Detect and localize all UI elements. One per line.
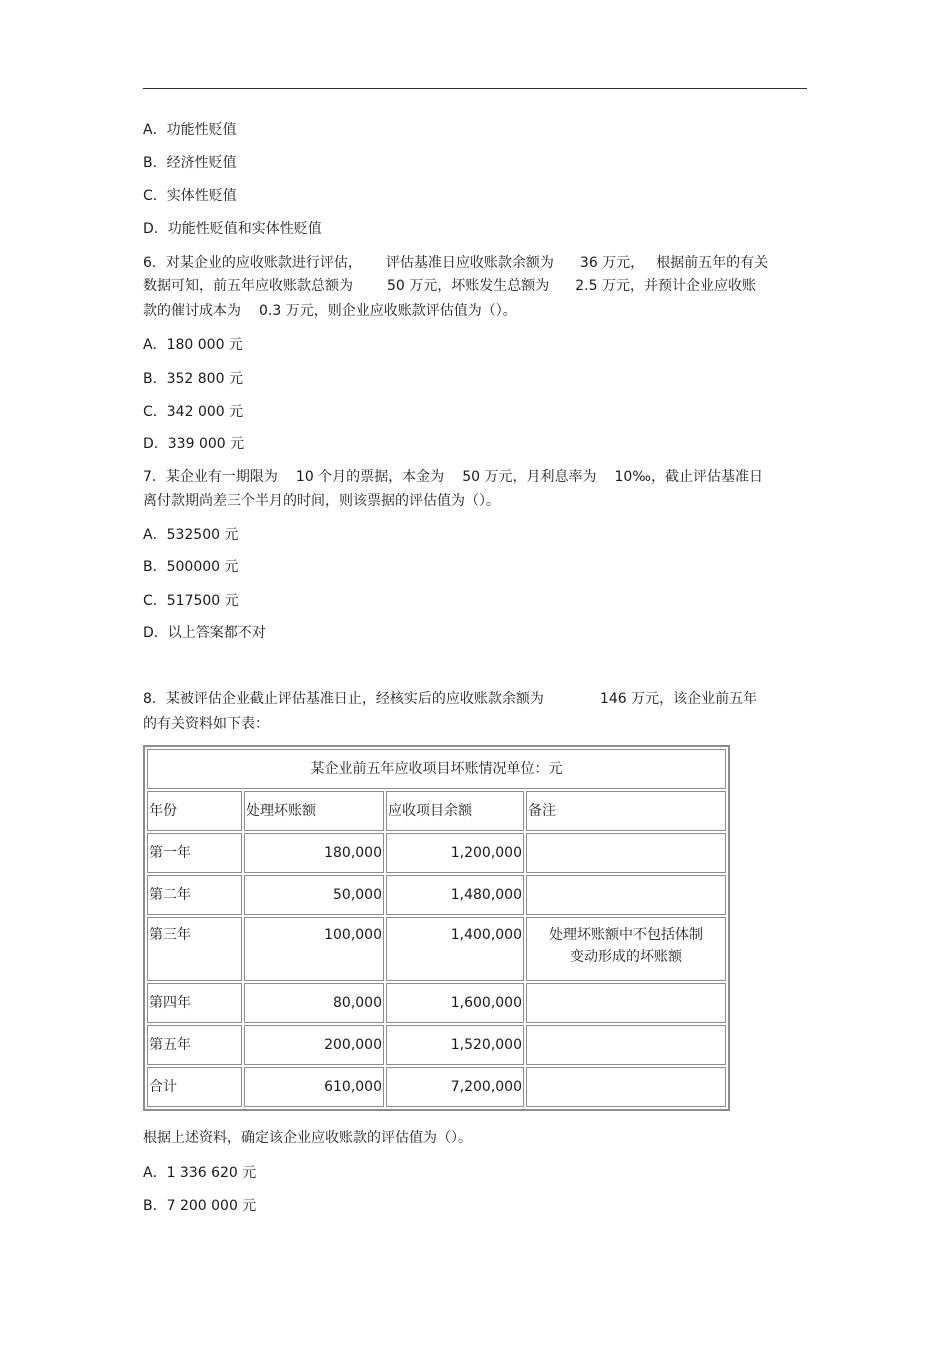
cell-note	[526, 875, 726, 915]
cell-note	[526, 1025, 726, 1065]
cell-bad-debt: 180,000	[244, 833, 384, 873]
q8-option-a: A．1 336 620 元	[143, 1165, 257, 1181]
table-row	[147, 875, 726, 915]
cell-bad-debt: 100,000	[244, 917, 384, 981]
cell-year: 第五年	[147, 1025, 242, 1065]
header-note: 备注	[526, 791, 726, 831]
table-total-row	[147, 1067, 726, 1107]
header-year: 年份	[147, 791, 242, 831]
q7-option-c: C．517500 元	[143, 593, 239, 609]
note-line-2: 变动形成的坏账额	[570, 949, 682, 965]
q5-option-b: B．经济性贬值	[143, 155, 237, 171]
cell-balance: 1,520,000	[386, 1025, 524, 1065]
cell-note	[526, 1067, 726, 1107]
q6-stem-line2: 数据可知，前五年应收账款总额为 50 万元，坏账发生总额为 2.5 万元，并预计企业应收账	[143, 278, 756, 294]
cell-year: 第一年	[147, 833, 242, 873]
note-line-1: 处理坏账额中不包括体制	[549, 927, 703, 943]
cell-bad-debt: 80,000	[244, 983, 384, 1023]
cell-balance: 7,200,000	[386, 1067, 524, 1107]
q5-option-a: A．功能性贬值	[143, 122, 237, 138]
q7-stem-line1: 7．某企业有一期限为 10 个月的票据，本金为 50 万元，月利息率为 10‰，截止评估基准日	[143, 469, 764, 485]
q8-stem-line2: 的有关资料如下表：	[143, 716, 269, 732]
q8-option-b: B．7 200 000 元	[143, 1198, 257, 1214]
q6-option-a: A．180 000 元	[143, 337, 243, 353]
cell-balance: 1,480,000	[386, 875, 524, 915]
cell-balance: 1,200,000	[386, 833, 524, 873]
q6-option-b: B．352 800 元	[143, 371, 243, 387]
cell-balance: 1,600,000	[386, 983, 524, 1023]
table-row	[147, 917, 726, 981]
cell-bad-debt: 200,000	[244, 1025, 384, 1065]
table-row	[147, 983, 726, 1023]
cell-year: 第四年	[147, 983, 242, 1023]
q6-option-d: D．339 000 元	[143, 436, 245, 452]
cell-bad-debt: 50,000	[244, 875, 384, 915]
cell-year: 第三年	[147, 917, 242, 981]
q8-question: 根据上述资料，确定该企业应收账款的评估值为（）。	[143, 1130, 472, 1146]
cell-bad-debt: 610,000	[244, 1067, 384, 1107]
cell-year: 第二年	[147, 875, 242, 915]
table-header-row	[147, 791, 726, 831]
cell-note	[526, 833, 726, 873]
table-row	[147, 1025, 726, 1065]
cell-note	[526, 983, 726, 1023]
q7-option-a: A．532500 元	[143, 527, 239, 543]
q5-option-c: C．实体性贬值	[143, 188, 237, 204]
top-divider	[143, 88, 807, 89]
bad-debt-table	[143, 745, 730, 1111]
q7-stem-line2: 离付款期尚差三个半月的时间，则该票据的评估值为（）。	[143, 493, 500, 509]
q7-option-d: D．以上答案都不对	[143, 625, 266, 641]
cell-note	[526, 917, 726, 981]
cell-year: 合计	[147, 1067, 242, 1107]
table-caption-row	[147, 749, 726, 789]
q5-option-d: D．功能性贬值和实体性贬值	[143, 221, 322, 237]
q7-option-b: B．500000 元	[143, 559, 239, 575]
q6-option-c: C．342 000 元	[143, 404, 244, 420]
q6-stem-line3: 款的催讨成本为 0.3 万元，则企业应收账款评估值为（）。	[143, 303, 517, 319]
header-balance: 应收项目余额	[386, 791, 524, 831]
table-caption: 某企业前五年应收项目坏账情况单位：元	[147, 749, 726, 789]
header-bad-debt: 处理坏账额	[244, 791, 384, 831]
table-row	[147, 833, 726, 873]
q6-stem-line1: 6．对某企业的应收账款进行评估， 评估基准日应收账款余额为 36 万元， 根据前五年的有关	[143, 255, 769, 271]
q8-stem-line1: 8．某被评估企业截止评估基准日止，经核实后的应收账款余额为 146 万元，该企业前五年	[143, 691, 758, 707]
cell-balance: 1,400,000	[386, 917, 524, 981]
